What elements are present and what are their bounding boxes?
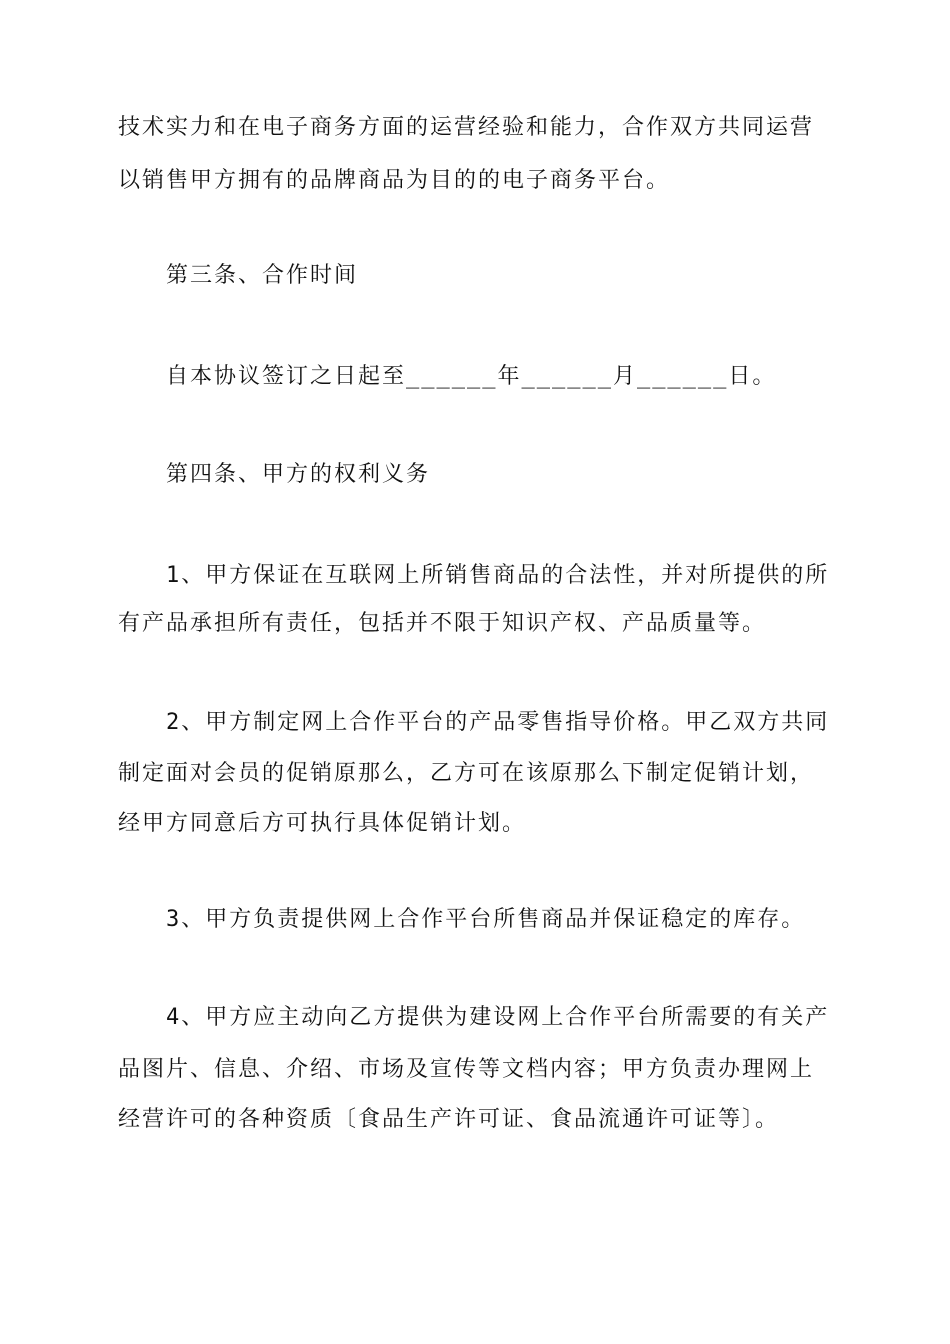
section-heading-article-4: 第四条、甲方的权利义务 <box>118 462 431 487</box>
clause-4-line-2: 品图片、信息、介绍、市场及宣传等文档内容；甲方负责办理网上 <box>118 1057 815 1082</box>
cooperation-period-text: 自本协议签订之日起至______年______月______日。 <box>118 364 777 389</box>
clause-2-line-2: 制定面对会员的促销原那么，乙方可在该原那么下制定促销计划， <box>118 761 815 786</box>
clause-1-line-1: 1、甲方保证在互联网上所销售商品的合法性，并对所提供的所 <box>118 563 830 588</box>
clause-3-line-1: 3、甲方负责提供网上合作平台所售商品并保证稳定的库存。 <box>118 907 806 932</box>
clause-1-line-2: 有产品承担所有责任，包括并不限于知识产权、产品质量等。 <box>118 611 767 636</box>
paragraph-1-line-2: 以销售甲方拥有的品牌商品为目的的电子商务平台。 <box>118 168 671 193</box>
section-heading-article-3: 第三条、合作时间 <box>118 263 359 288</box>
clause-4-line-1: 4、甲方应主动向乙方提供为建设网上合作平台所需要的有关产 <box>118 1005 830 1030</box>
clause-2-line-1: 2、甲方制定网上合作平台的产品零售指导价格。甲乙双方共同 <box>118 710 830 735</box>
paragraph-1-line-1: 技术实力和在电子商务方面的运营经验和能力，合作双方共同运营 <box>118 115 815 140</box>
clause-4-line-3: 经营许可的各种资质〔食品生产许可证、食品流通许可证等〕。 <box>118 1107 780 1132</box>
clause-2-line-3: 经甲方同意后方可执行具体促销计划。 <box>118 811 527 836</box>
